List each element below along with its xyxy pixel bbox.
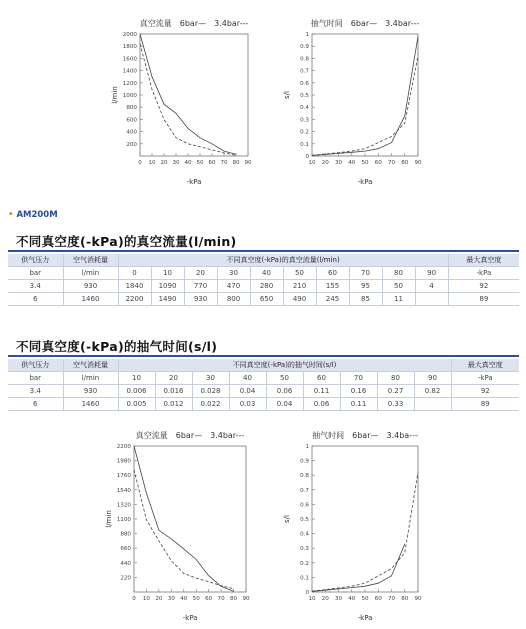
x-tick-label: 80 xyxy=(401,596,409,602)
header-cell: 最大真空度 xyxy=(448,254,519,267)
y-tick-label: 0.5 xyxy=(300,517,309,523)
x-tick-label: 40 xyxy=(180,596,188,602)
table-cell: 800 xyxy=(217,293,250,306)
x-tick-label: 40 xyxy=(348,596,356,602)
series-6bar-line xyxy=(134,446,234,591)
y-axis-label: l/min xyxy=(111,86,119,104)
y-tick-label: 1980 xyxy=(116,458,131,465)
x-tick-label: 30 xyxy=(334,160,343,166)
y-tick-label: 0.8 xyxy=(300,56,309,63)
series-6bar-line xyxy=(140,34,236,154)
table-cell: 470 xyxy=(217,280,250,293)
header-cell: 空气消耗量 xyxy=(63,254,118,267)
table-cell: 0.005 xyxy=(118,398,155,411)
table-row xyxy=(8,280,519,293)
table-cell: 92 xyxy=(451,385,519,398)
table-cell: l/min xyxy=(63,372,118,385)
table-cell: 0.04 xyxy=(266,398,303,411)
table-cell: 930 xyxy=(63,280,118,293)
evacuation-time-chart-top xyxy=(283,10,430,200)
x-tick-label: 70 xyxy=(387,160,396,166)
x-axis-label: -kPa xyxy=(182,614,198,622)
y-tick-label: 1200 xyxy=(122,80,137,87)
chart-title: 真空流量 6bar— 3.4bar--- xyxy=(135,431,245,440)
flow-table-rule xyxy=(8,250,519,252)
y-tick-label: 1 xyxy=(305,444,309,450)
table-cell: 0.16 xyxy=(340,385,377,398)
x-tick-label: 60 xyxy=(374,596,382,602)
table-cell: 80 xyxy=(377,372,414,385)
table-cell: 2200 xyxy=(118,293,151,306)
y-tick-label: 660 xyxy=(120,546,131,553)
table-cell: 20 xyxy=(184,267,217,280)
vacuum-flow-chart-bottom xyxy=(103,430,255,625)
table-cell: 1460 xyxy=(63,293,118,306)
series-6bar-line xyxy=(312,544,405,592)
table-unit-row xyxy=(8,372,519,385)
y-tick-label: 0.4 xyxy=(300,531,309,538)
table-cell: 245 xyxy=(316,293,349,306)
x-axis-label: -kPa xyxy=(357,178,373,186)
y-tick-label: 1600 xyxy=(122,56,137,63)
model-name: AM200M xyxy=(16,210,58,220)
table-cell: 0.06 xyxy=(303,398,340,411)
table-cell: 0.11 xyxy=(303,385,340,398)
table-header-row xyxy=(8,359,519,372)
plot-area xyxy=(134,446,246,592)
x-axis-label: -kPa xyxy=(357,614,373,622)
x-tick-label: 40 xyxy=(184,160,192,166)
header-cell: 不同真空度(-kPa)的抽气时间(s/l) xyxy=(118,359,451,372)
x-tick-label: 70 xyxy=(217,596,225,602)
table-cell: 0.006 xyxy=(118,385,155,398)
y-tick-label: 400 xyxy=(126,129,137,136)
y-tick-label: 1320 xyxy=(116,502,131,509)
table-cell: 155 xyxy=(316,280,349,293)
table-cell: 10 xyxy=(151,267,184,280)
x-tick-label: 10 xyxy=(308,596,316,602)
series-3-4bar-line xyxy=(312,56,418,155)
table-cell: 0.028 xyxy=(192,385,229,398)
series-3-4bar-line xyxy=(134,470,234,589)
y-axis-label: s/l xyxy=(283,515,291,523)
chart-title: 真空流量 6bar— 3.4bar--- xyxy=(139,19,249,28)
table-cell: bar xyxy=(8,372,63,385)
chart-title: 抽气时间 6bar— 3.4bar--- xyxy=(310,19,420,28)
y-tick-label: 0.7 xyxy=(300,68,309,75)
header-cell: 供气压力 xyxy=(8,254,63,267)
table-cell: 50 xyxy=(382,280,415,293)
table-cell: 11 xyxy=(382,293,415,306)
table-cell: 930 xyxy=(184,293,217,306)
y-tick-label: 1000 xyxy=(122,93,137,99)
x-tick-label: 20 xyxy=(321,160,329,166)
table-cell: 50 xyxy=(266,372,303,385)
table-cell: 1090 xyxy=(151,280,184,293)
y-tick-label: 880 xyxy=(120,531,131,538)
table-cell: 650 xyxy=(250,293,283,306)
table-cell: 1490 xyxy=(151,293,184,306)
model-dot: • xyxy=(8,210,14,220)
y-tick-label: 0 xyxy=(305,154,309,160)
table-cell: 930 xyxy=(63,385,118,398)
x-tick-label: 90 xyxy=(242,596,250,602)
x-tick-label: 60 xyxy=(208,160,216,166)
y-tick-label: 0.2 xyxy=(300,560,309,567)
y-tick-label: 0.5 xyxy=(300,93,309,99)
x-tick-label: 20 xyxy=(321,596,329,602)
x-tick-label: 80 xyxy=(401,160,409,166)
header-cell: 供气压力 xyxy=(8,359,63,372)
x-tick-label: 90 xyxy=(414,160,422,166)
x-tick-label: 50 xyxy=(196,160,204,166)
table-cell xyxy=(415,293,448,306)
y-axis-label: s/l xyxy=(283,91,291,99)
table-cell: 3.4 xyxy=(8,385,63,398)
y-tick-label: 2000 xyxy=(122,32,137,38)
y-tick-label: 0.6 xyxy=(300,80,309,87)
y-tick-label: 0 xyxy=(305,590,309,596)
y-tick-label: 1100 xyxy=(116,517,131,523)
table-cell: -kPa xyxy=(451,372,519,385)
table-cell: 0.27 xyxy=(377,385,414,398)
x-tick-label: 90 xyxy=(244,160,252,166)
header-cell: 不同真空度(-kPa)的真空流量(l/min) xyxy=(118,254,448,267)
flow-table-title: 不同真空度(-kPa)的真空流量(l/min) xyxy=(16,234,237,249)
chart-title: 抽气时间 6bar— 3.4ba--- xyxy=(312,431,418,440)
table-cell: 0.06 xyxy=(266,385,303,398)
x-tick-label: 60 xyxy=(374,160,382,166)
table-cell: 95 xyxy=(349,280,382,293)
y-tick-label: 1800 xyxy=(122,44,137,51)
table-cell: 0.012 xyxy=(155,398,192,411)
x-tick-label: 80 xyxy=(229,596,238,602)
y-tick-label: 0.3 xyxy=(300,546,309,553)
x-tick-label: 30 xyxy=(172,160,180,166)
table-row xyxy=(8,398,519,411)
y-tick-label: 0.8 xyxy=(300,473,309,480)
table-cell: 60 xyxy=(303,372,340,385)
y-tick-label: 2200 xyxy=(116,444,131,450)
y-tick-label: 440 xyxy=(120,560,131,567)
table-cell: 20 xyxy=(155,372,192,385)
x-tick-label: 0 xyxy=(132,596,136,602)
table-cell: 0.04 xyxy=(229,385,266,398)
table-cell: 89 xyxy=(451,398,519,411)
y-tick-label: 0.9 xyxy=(300,44,309,51)
x-tick-label: 50 xyxy=(361,160,369,166)
table-cell: 85 xyxy=(349,293,382,306)
header-cell: 空气消耗量 xyxy=(63,359,118,372)
x-tick-label: 30 xyxy=(334,596,343,602)
table-cell: 6 xyxy=(8,293,63,306)
y-tick-label: 800 xyxy=(126,105,137,112)
x-tick-label: 0 xyxy=(138,160,142,166)
y-tick-label: 0.9 xyxy=(300,458,309,465)
x-tick-label: 10 xyxy=(308,160,316,166)
table-cell: 89 xyxy=(448,293,519,306)
table-cell: 490 xyxy=(283,293,316,306)
x-tick-label: 40 xyxy=(348,160,356,166)
vacuum-flow-chart-top xyxy=(105,10,255,200)
model-label xyxy=(8,210,58,220)
table-cell: l/min xyxy=(63,267,118,280)
x-tick-label: 10 xyxy=(142,596,151,602)
table-header-row xyxy=(8,254,519,267)
x-tick-label: 60 xyxy=(205,596,213,602)
table-unit-row xyxy=(8,267,519,280)
x-tick-label: 50 xyxy=(192,596,200,602)
table-cell: 280 xyxy=(250,280,283,293)
table-cell: 0.022 xyxy=(192,398,229,411)
table-cell: 10 xyxy=(118,372,155,385)
table-cell: -kPa xyxy=(448,267,519,280)
series-3-4bar-line xyxy=(312,472,418,591)
y-tick-label: 0.2 xyxy=(300,129,309,136)
plot-area xyxy=(312,446,418,592)
table-cell: 1840 xyxy=(118,280,151,293)
table-cell: 0.016 xyxy=(155,385,192,398)
x-tick-label: 30 xyxy=(167,596,175,602)
table-cell: 30 xyxy=(192,372,229,385)
table-cell: 30 xyxy=(217,267,250,280)
table-cell: 50 xyxy=(283,267,316,280)
series-6bar-line xyxy=(312,36,418,155)
time-table-rule xyxy=(8,355,519,357)
x-tick-label: 20 xyxy=(155,596,163,602)
plot-area xyxy=(140,34,248,156)
table-cell: 92 xyxy=(448,280,519,293)
table-cell: 0 xyxy=(118,267,151,280)
header-cell: 最大真空度 xyxy=(451,359,519,372)
table-cell: 90 xyxy=(415,267,448,280)
table-cell: 0.82 xyxy=(414,385,451,398)
table-cell: 0.33 xyxy=(377,398,414,411)
y-tick-label: 1400 xyxy=(122,68,137,75)
y-tick-label: 1760 xyxy=(116,473,131,480)
x-tick-label: 70 xyxy=(387,596,396,602)
table-cell: 70 xyxy=(340,372,377,385)
table-cell: 70 xyxy=(349,267,382,280)
table-cell: 80 xyxy=(382,267,415,280)
y-tick-label: 1 xyxy=(305,32,309,38)
table-cell: 210 xyxy=(283,280,316,293)
x-tick-label: 10 xyxy=(148,160,156,166)
table-row xyxy=(8,385,519,398)
table-cell: bar xyxy=(8,267,63,280)
evacuation-time-table xyxy=(8,359,519,411)
y-tick-label: 0.4 xyxy=(300,105,309,112)
x-tick-label: 70 xyxy=(220,160,228,166)
table-cell: 4 xyxy=(415,280,448,293)
plot-area xyxy=(312,34,418,156)
table-cell: 90 xyxy=(414,372,451,385)
table-cell: 40 xyxy=(229,372,266,385)
vacuum-flow-table xyxy=(8,254,519,306)
table-cell: 1460 xyxy=(63,398,118,411)
y-tick-label: 200 xyxy=(126,141,137,148)
table-cell: 40 xyxy=(250,267,283,280)
y-tick-label: 600 xyxy=(126,117,137,124)
table-cell: 60 xyxy=(316,267,349,280)
table-cell: 0.11 xyxy=(340,398,377,411)
y-tick-label: 0.1 xyxy=(300,141,309,148)
time-table-title: 不同真空度(-kPa)的抽气时间(s/l) xyxy=(16,339,218,354)
x-axis-label: -kPa xyxy=(186,178,202,186)
y-tick-label: 0.3 xyxy=(300,117,309,124)
table-cell: 770 xyxy=(184,280,217,293)
y-tick-label: 0.6 xyxy=(300,502,309,509)
table-row xyxy=(8,293,519,306)
table-cell xyxy=(414,398,451,411)
table-cell: 6 xyxy=(8,398,63,411)
y-tick-label: 0.1 xyxy=(300,575,309,582)
y-axis-label: l/min xyxy=(105,510,113,528)
table-cell: 3.4 xyxy=(8,280,63,293)
series-3-4bar-line xyxy=(140,44,236,156)
x-tick-label: 50 xyxy=(361,596,369,602)
y-tick-label: 0.7 xyxy=(300,487,309,494)
table-cell: 0.03 xyxy=(229,398,266,411)
x-tick-label: 20 xyxy=(160,160,168,166)
y-tick-label: 1540 xyxy=(116,487,131,494)
y-tick-label: 220 xyxy=(120,575,131,582)
x-tick-label: 80 xyxy=(232,160,240,166)
x-tick-label: 90 xyxy=(414,596,422,602)
evacuation-time-chart-bottom xyxy=(283,430,430,625)
